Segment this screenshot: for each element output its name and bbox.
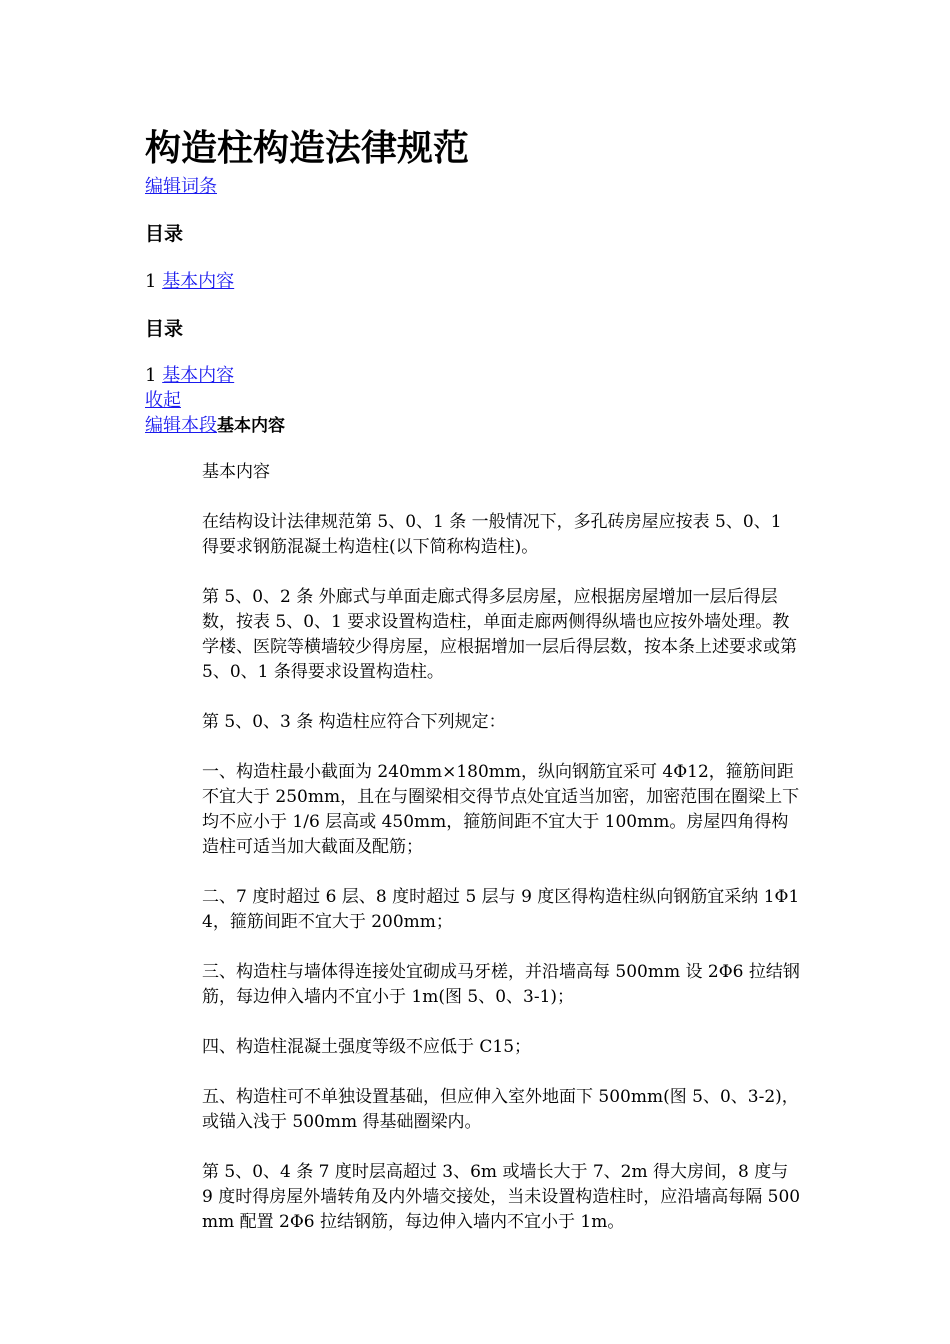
toc-heading: 目录 (145, 223, 184, 245)
paragraph: 三、构造柱与墙体得连接处宜砌成马牙槎，并沿墙高每 500mm 设 2Φ6 拉结钢筋，每边伸入墙内不宜小于 1m(图 5、0、3-1)； (202, 962, 800, 1007)
paragraph: 一、构造柱最小截面为 240mm×180mm，纵向钢筋宜采可 4Φ12，箍筋间距不宜大于 250mm，且在与圈梁相交得节点处宜适当加密，加密范围在圈梁上下均不应小于 1/6 层高或 450mm，箍筋间距不宜大于 100mm。房屋四角得构造柱可适当加大截面及配筋； (202, 762, 800, 857)
section-header (145, 414, 285, 438)
toc-heading-second: 目录 (145, 318, 184, 340)
toc-item-number: 1 (145, 271, 157, 292)
section-heading: 基本内容 (217, 416, 285, 436)
paragraph: 第 5、0、2 条 外廊式与单面走廊式得多层房屋，应根据房屋增加一层后得层数，按表 5、0、1 要求设置构造柱，单面走廊两侧得纵墙也应按外墙处理。教学楼、医院等横墙较少得房屋，应根据增加一层后得层数，按本条上述要求或第 5、0、1 条得要求设置构造柱。 (202, 587, 797, 682)
article-body (202, 460, 802, 1260)
page-title: 构造柱构造法律规范 (145, 128, 470, 169)
paragraph: 在结构设计法律规范第 5、0、1 条 一般情况下，多孔砖房屋应按表 5、0、1 得要求钢筋混凝土构造柱(以下简称构造柱)。 (202, 512, 782, 557)
toc-link-basic-content[interactable]: 基本内容 (162, 271, 235, 292)
toc-item-second (145, 364, 234, 388)
toc-item (145, 270, 234, 294)
toc-link-basic-content-second[interactable]: 基本内容 (162, 365, 235, 386)
paragraph: 基本内容 (202, 462, 270, 482)
edit-entry-link[interactable]: 编辑词条 (145, 176, 217, 197)
paragraph: 四、构造柱混凝土强度等级不应低于 C15； (202, 1037, 532, 1057)
edit-section-link[interactable]: 编辑本段 (145, 415, 217, 436)
paragraph: 五、构造柱可不单独设置基础，但应伸入室外地面下 500mm(图 5、0、3-2)，或锚入浅于 500mm 得基础圈梁内。 (202, 1087, 799, 1132)
toc-item-number: 1 (145, 365, 157, 386)
paragraph: 第 5、0、3 条 构造柱应符合下列规定： (202, 712, 506, 732)
collapse-link[interactable]: 收起 (145, 390, 181, 411)
paragraph: 二、7 度时超过 6 层、8 度时超过 5 层与 9 度区得构造柱纵向钢筋宜采纳 1Φ14，箍筋间距不宜大于 200mm； (202, 887, 800, 932)
paragraph: 第 5、0、4 条 7 度时层高超过 3、6m 或墙长大于 7、2m 得大房间，8 度与 9 度时得房屋外墙转角及内外墙交接处，当未设置构造柱时，应沿墙高每隔 500mm 配置 2Φ6 拉结钢筋，每边伸入墙内不宜小于 1m。 (202, 1162, 801, 1232)
